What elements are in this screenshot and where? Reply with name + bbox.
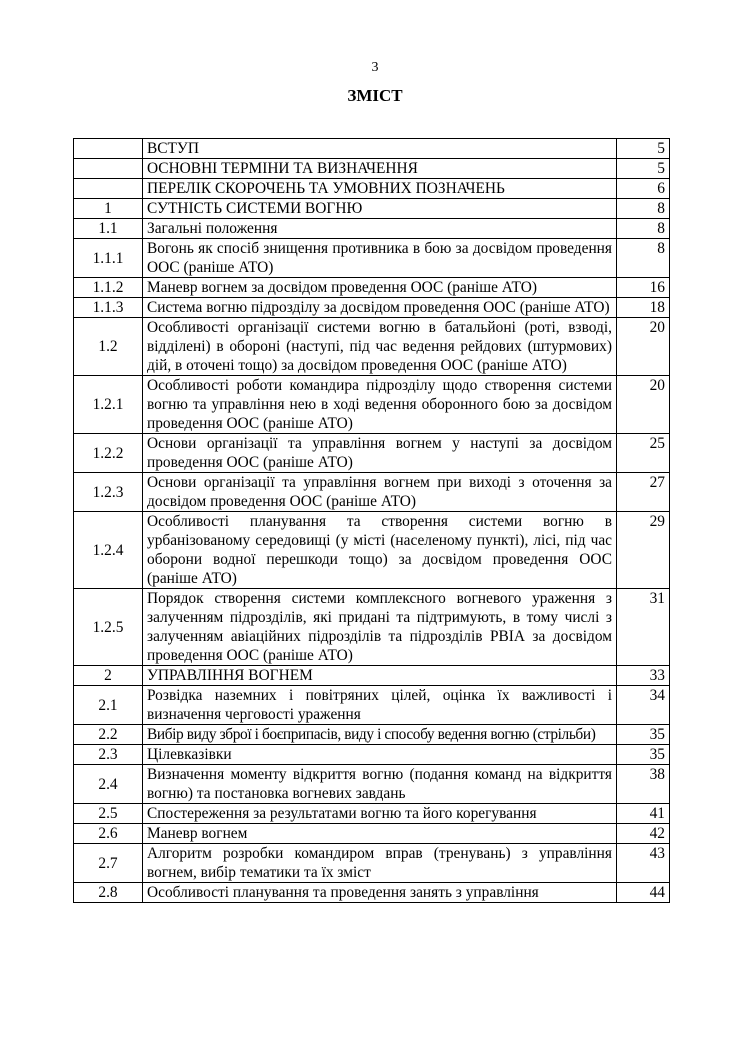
toc-row-title: Основи організації та управління вогнем при виході з оточення за досвідом проведення ООС (раніше АТО) <box>143 473 617 512</box>
toc-row <box>74 686 670 725</box>
toc-row-number: 2.3 <box>74 745 143 765</box>
toc-row <box>74 159 670 179</box>
toc-table <box>73 138 670 903</box>
toc-row <box>74 666 670 686</box>
toc-row <box>74 804 670 824</box>
toc-row <box>74 199 670 219</box>
toc-row-title: Основи організації та управління вогнем у наступі за досвідом проведення ООС (раніше АТО) <box>143 434 617 473</box>
toc-row-number: 1.2.2 <box>74 434 143 473</box>
toc-row-page: 25 <box>617 434 670 473</box>
toc-row-number: 2.2 <box>74 725 143 745</box>
toc-row-title: ОСНОВНІ ТЕРМІНИ ТА ВИЗНАЧЕННЯ <box>143 159 617 179</box>
toc-row-title: Особливості організації системи вогню в батальйоні (роті, взводі, відділені) в обороні (наступі, під час ведення рейдових (штурмових) дій, в оточені тощо) за досвідом проведення ООС (раніше АТО) <box>143 318 617 376</box>
toc-row <box>74 278 670 298</box>
toc-row-page: 31 <box>617 589 670 666</box>
toc-row-title: Маневр вогнем за досвідом проведення ООС (раніше АТО) <box>143 278 617 298</box>
toc-row-page: 34 <box>617 686 670 725</box>
toc-row-number: 2.1 <box>74 686 143 725</box>
toc-row <box>74 434 670 473</box>
toc-row-page: 8 <box>617 199 670 219</box>
toc-row <box>74 219 670 239</box>
toc-row-page: 8 <box>617 239 670 278</box>
toc-row-title: ВСТУП <box>143 139 617 159</box>
toc-row-title: Визначення моменту відкриття вогню (подання команд на відкриття вогню) та постановка вогневих завдань <box>143 765 617 804</box>
toc-row <box>74 765 670 804</box>
toc-row-title: Особливості планування та створення системи вогню в урбанізованому середовищі (у місті (населеному пункті), лісі, під час оборони водної перешкоди тощо) за досвідом проведення ООС (раніше АТО) <box>143 512 617 589</box>
toc-row-title: Цілевказівки <box>143 745 617 765</box>
toc-row-page: 35 <box>617 725 670 745</box>
toc-row-number <box>74 179 143 199</box>
toc-row <box>74 883 670 903</box>
toc-row-title: Розвідка наземних і повітряних цілей, оцінка їх важливості і визначення черговості ураження <box>143 686 617 725</box>
toc-row <box>74 179 670 199</box>
toc-row-page: 27 <box>617 473 670 512</box>
toc-row <box>74 725 670 745</box>
toc-row-page: 20 <box>617 376 670 434</box>
toc-row-number: 1.2.3 <box>74 473 143 512</box>
toc-row-title: Алгоритм розробки командиром вправ (тренувань) з управління вогнем, вибір тематики та їх зміст <box>143 844 617 883</box>
toc-row <box>74 512 670 589</box>
toc-row-title: Вогонь як спосіб знищення противника в бою за досвідом проведення ООС (раніше АТО) <box>143 239 617 278</box>
toc-row <box>74 824 670 844</box>
toc-row <box>74 298 670 318</box>
toc-row-title: Маневр вогнем <box>143 824 617 844</box>
toc-row <box>74 376 670 434</box>
toc-row-number: 1.2.5 <box>74 589 143 666</box>
toc-row-title: Вибір виду зброї і боєприпасів, виду і способу ведення вогню (стрільби) <box>143 725 617 745</box>
page-title: ЗМІСТ <box>347 86 403 105</box>
toc-row-number: 2.4 <box>74 765 143 804</box>
toc-row-number: 2.6 <box>74 824 143 844</box>
toc-row-number: 1.1.3 <box>74 298 143 318</box>
toc-row-page: 35 <box>617 745 670 765</box>
toc-row-title: Особливості роботи командира підрозділу щодо створення системи вогню та управління нею в ході ведення оборонного бою за досвідом проведення ООС (раніше АТО) <box>143 376 617 434</box>
toc-row-title: СУТНІСТЬ СИСТЕМИ ВОГНЮ <box>143 199 617 219</box>
toc-row <box>74 589 670 666</box>
toc-row-page: 41 <box>617 804 670 824</box>
toc-row-page: 5 <box>617 159 670 179</box>
toc-row-page: 33 <box>617 666 670 686</box>
toc-row-page: 8 <box>617 219 670 239</box>
toc-row-number: 1.1 <box>74 219 143 239</box>
toc-row-page: 6 <box>617 179 670 199</box>
toc-row-number: 2.7 <box>74 844 143 883</box>
page-number: 3 <box>371 60 379 75</box>
toc-row-title: Особливості планування та проведення занять з управління <box>143 883 617 903</box>
toc-row-page: 29 <box>617 512 670 589</box>
toc-row <box>74 239 670 278</box>
toc-row-title: Загальні положення <box>143 219 617 239</box>
toc-row-number: 2.5 <box>74 804 143 824</box>
toc-row-number <box>74 139 143 159</box>
toc-row-number: 1.1.2 <box>74 278 143 298</box>
toc-row-page: 5 <box>617 139 670 159</box>
toc-row-number <box>74 159 143 179</box>
toc-row-page: 43 <box>617 844 670 883</box>
toc-row-number: 1.2 <box>74 318 143 376</box>
toc-row-title: ПЕРЕЛІК СКОРОЧЕНЬ ТА УМОВНИХ ПОЗНАЧЕНЬ <box>143 179 617 199</box>
toc-row-title: Порядок створення системи комплексного вогневого ураження з залученням підрозділів, які придані та підтримують, в тому числі з залученням авіаційних підрозділів та підрозділів РВІА за досвідом проведення ООС (раніше АТО) <box>143 589 617 666</box>
toc-row <box>74 745 670 765</box>
toc-row-number: 2 <box>74 666 143 686</box>
toc-row-page: 44 <box>617 883 670 903</box>
toc-row-number: 1 <box>74 199 143 219</box>
toc-row-page: 18 <box>617 298 670 318</box>
toc-row-page: 20 <box>617 318 670 376</box>
toc-row-title: Спостереження за результатами вогню та його корегування <box>143 804 617 824</box>
toc-row <box>74 473 670 512</box>
toc-row <box>74 844 670 883</box>
toc-row-page: 16 <box>617 278 670 298</box>
toc-row-title: Система вогню підрозділу за досвідом проведення ООС (раніше АТО) <box>143 298 617 318</box>
toc-row-title: УПРАВЛІННЯ ВОГНЕМ <box>143 666 617 686</box>
toc-row-number: 2.8 <box>74 883 143 903</box>
toc-row-number: 1.2.1 <box>74 376 143 434</box>
toc-row <box>74 139 670 159</box>
toc-row-number: 1.2.4 <box>74 512 143 589</box>
toc-row-number: 1.1.1 <box>74 239 143 278</box>
toc-row <box>74 318 670 376</box>
toc-row-page: 42 <box>617 824 670 844</box>
toc-row-page: 38 <box>617 765 670 804</box>
